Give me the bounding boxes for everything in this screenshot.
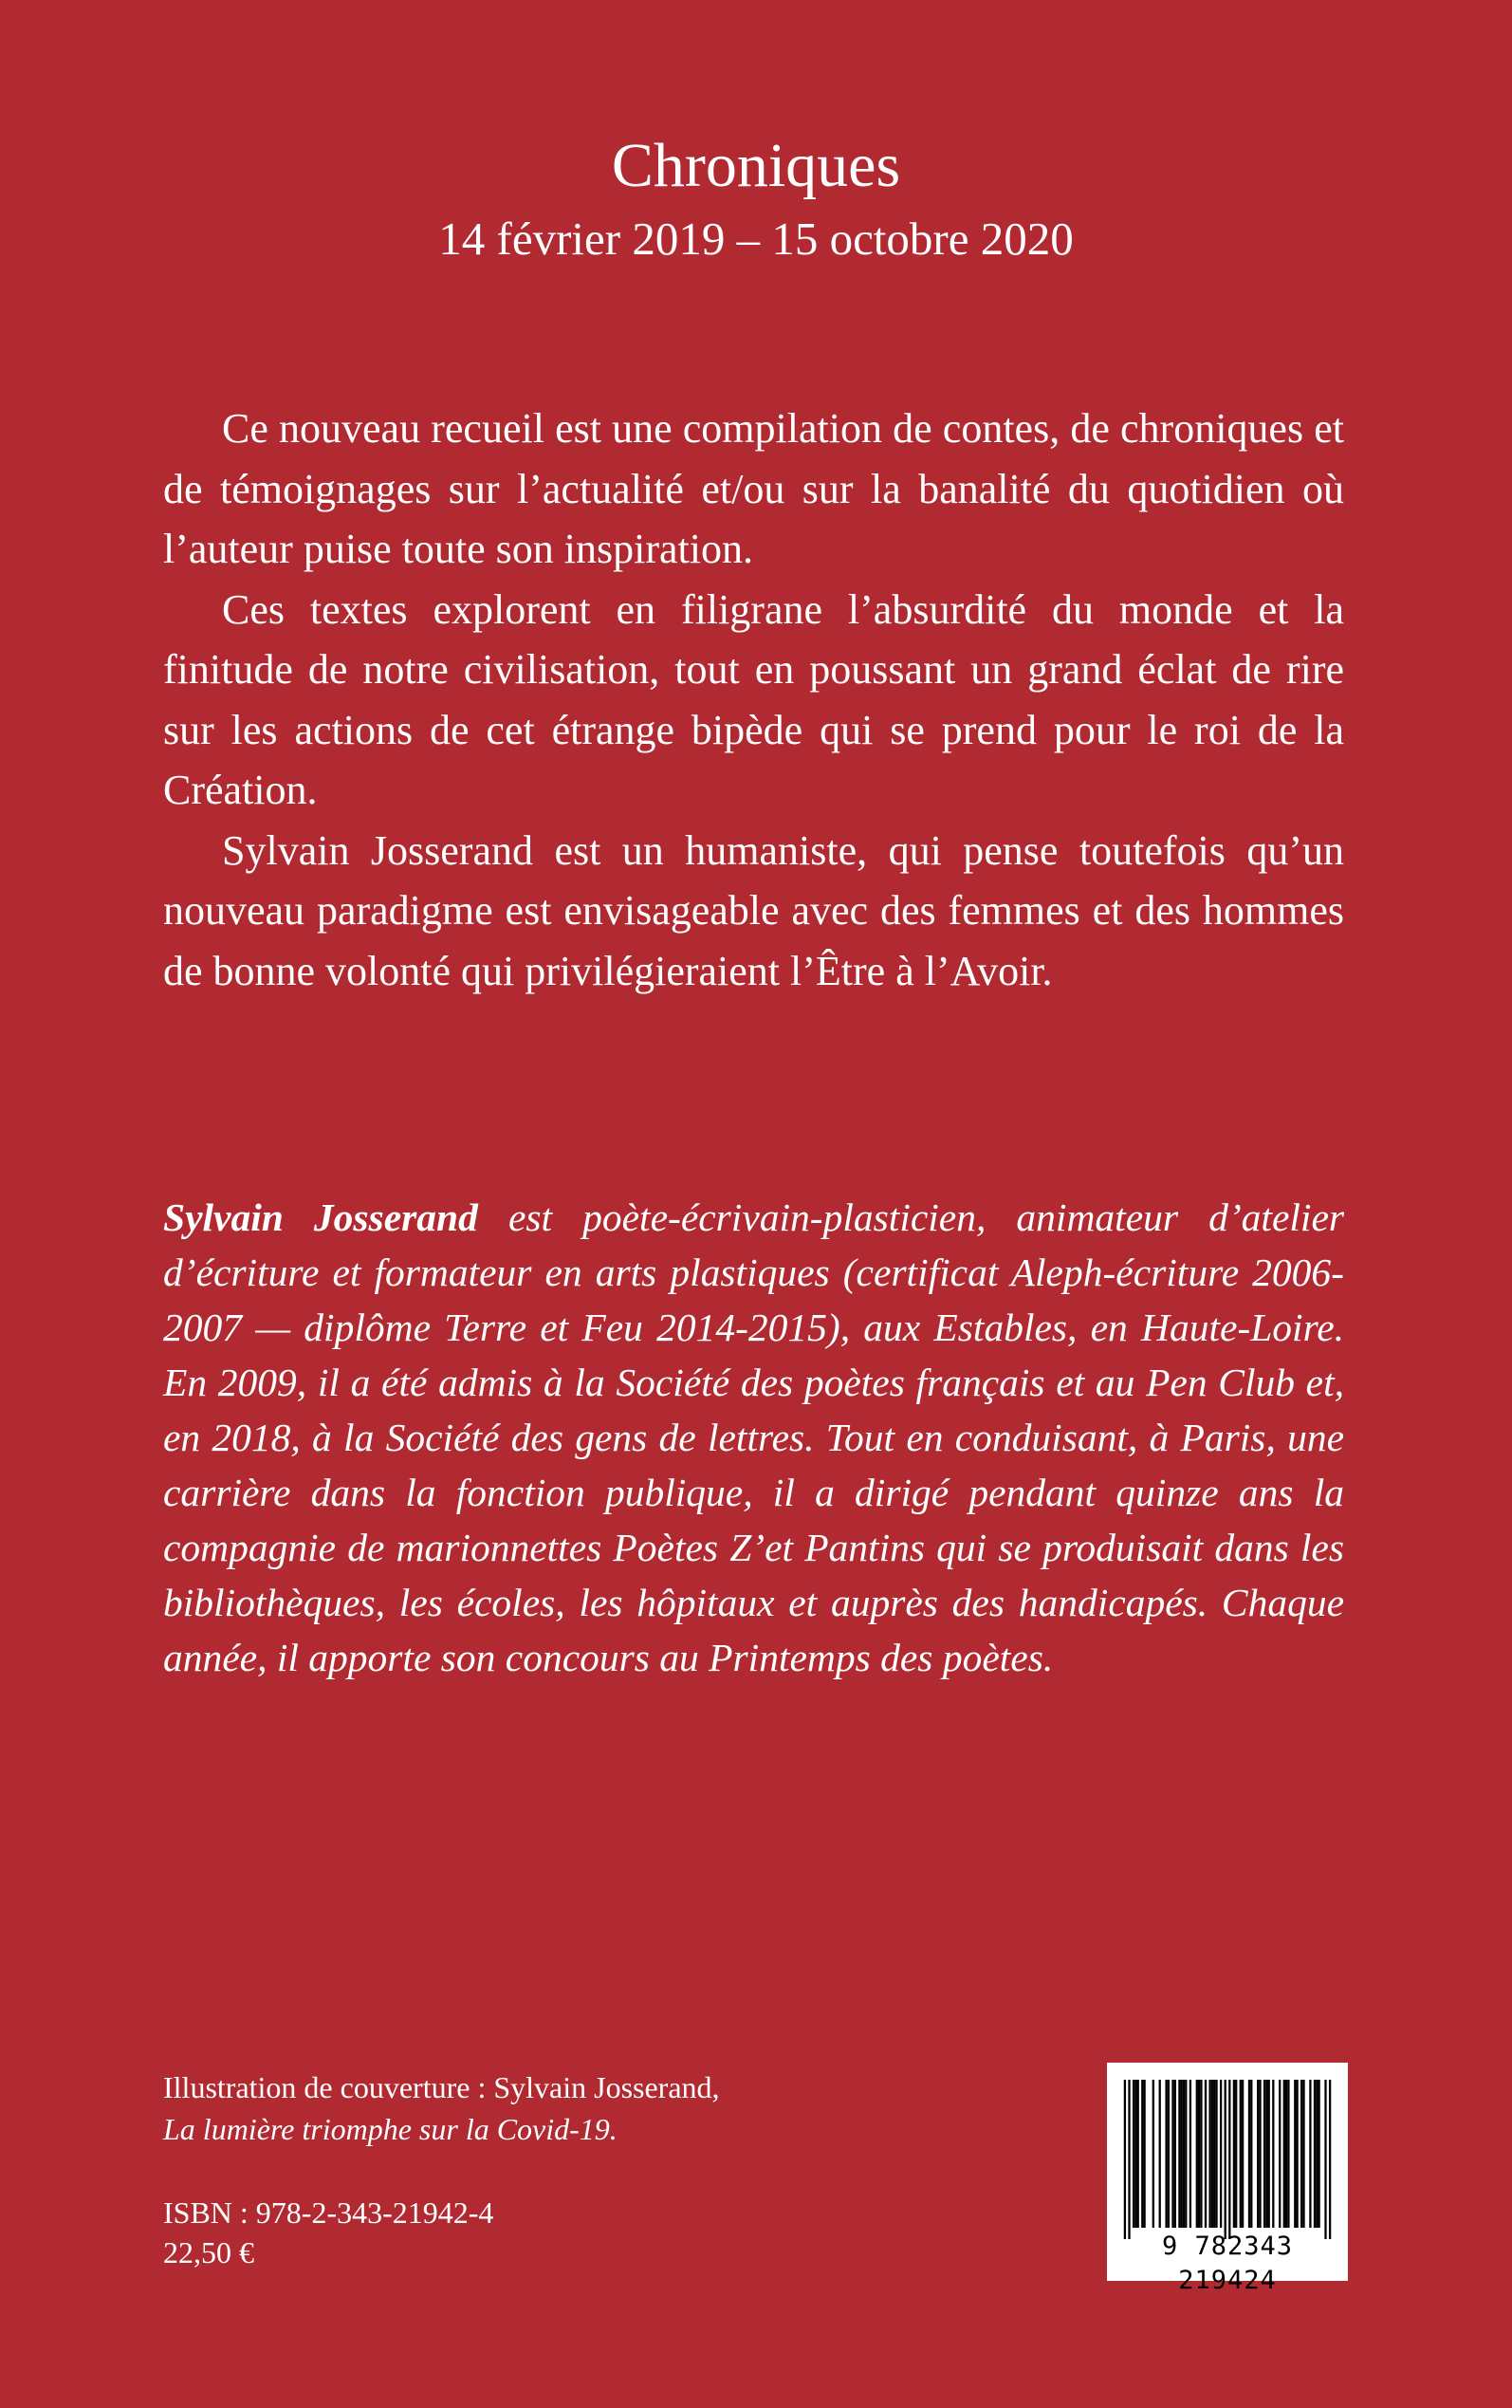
barcode-bar [1287, 2080, 1289, 2228]
barcode-bar [1272, 2080, 1274, 2228]
barcode-bar [1248, 2080, 1250, 2228]
cover-illustration-credit [163, 2066, 827, 2150]
book-title: Chroniques [611, 131, 901, 200]
barcode-bar [1198, 2080, 1200, 2228]
barcode-bar [1318, 2080, 1319, 2228]
barcode-number: 9 782343 219424 [1161, 2232, 1294, 2295]
barcode-bar [1183, 2080, 1185, 2228]
barcode-bar [1259, 2080, 1261, 2228]
barcode-bar [1215, 2080, 1217, 2228]
barcode-bar [1220, 2080, 1222, 2228]
summary-paragraph: Sylvain Josserand est un humaniste, qui pense toutefois qu’un nouveau paradigme est envisageable avec des femmes et des hommes de bonne volonté qui privilégieraient l’Être à l’Avoir. [163, 826, 1344, 994]
barcode-bar [1213, 2080, 1215, 2228]
barcode-bar [1200, 2080, 1202, 2228]
barcode-bar [1296, 2080, 1298, 2228]
barcode-bar [1211, 2080, 1213, 2228]
barcode-bar [1208, 2080, 1210, 2228]
barcode-bar [1294, 2080, 1296, 2228]
barcode-bar [1228, 2080, 1230, 2239]
barcode-bar [1225, 2080, 1226, 2239]
barcode-bar [1235, 2080, 1237, 2228]
barcode-bar [1174, 2080, 1176, 2228]
barcode-bar [1143, 2080, 1145, 2228]
barcode-bar [1168, 2080, 1170, 2228]
barcode-bar [1159, 2080, 1161, 2228]
barcode-bar [1242, 2080, 1244, 2228]
barcode-bar [1314, 2080, 1316, 2228]
barcode-bar [1250, 2080, 1252, 2228]
barcode-bar [1263, 2080, 1265, 2228]
barcode-bar [1124, 2080, 1126, 2239]
barcode-bar [1265, 2080, 1267, 2228]
barcode-bar [1165, 2080, 1167, 2228]
summary-text [163, 398, 1344, 1001]
summary-paragraph: Ces textes explorent en filigrane l’absurdité du monde et la finitude de notre civilisation, tout en poussant un grand éclat de rire sur les actions de cet étrange bipède qui se prend pour le roi de la Création. [163, 585, 1344, 813]
barcode-bar [1134, 2080, 1136, 2228]
author-name: Sylvain Josserand [163, 1195, 478, 1239]
barcode-bar [1171, 2080, 1173, 2228]
author-bio-text: est poète-écrivain-plasticien, animateur d’atelier d’écriture et formateur en arts plastiques (certificat Aleph-écriture 2006-2007 — diplôme Terre et Feu 2014-2015), aux Estables, en Haute-Loire. En 2009, il a été admis à la Société des poètes français et au Pen Club et, en 2018, à la Société des gens de lettres. Tout en conduisant, à Paris, une carrière dans la fonction publique, il a dirigé pendant quinze ans la compagnie de marionnettes Poètes Z’et Pantins qui se produisait dans les bibliothèques, les écoles, les hôpitaux et auprès des handicapés. Chaque année, il apporte son concours au Printemps des poètes. [163, 1195, 1345, 1679]
barcode-bar [1257, 2080, 1259, 2228]
barcode-bar [1178, 2080, 1180, 2228]
barcode-bar [1205, 2080, 1207, 2228]
barcode-bar [1300, 2080, 1302, 2228]
barcode-bar [1141, 2080, 1143, 2228]
barcode-bar [1128, 2080, 1130, 2239]
barcode-bar [1196, 2080, 1198, 2228]
barcode-bar [1152, 2080, 1154, 2228]
barcode-bar [1137, 2080, 1139, 2228]
barcode-bar [1185, 2080, 1187, 2228]
date-range: 14 février 2019 – 15 octobre 2020 [438, 213, 1074, 265]
barcode-bar [1268, 2080, 1270, 2228]
barcode-bar [1233, 2080, 1235, 2228]
barcode [1107, 2063, 1348, 2295]
barcode-bar [1283, 2080, 1285, 2228]
barcode-bar [1302, 2080, 1304, 2228]
barcode-bar [1324, 2080, 1326, 2239]
price: 22,50 € [163, 2235, 254, 2269]
barcode-bar [1240, 2080, 1242, 2228]
author-bio [163, 1190, 1344, 1685]
barcode-bar [1181, 2080, 1183, 2228]
barcode-bar [1189, 2080, 1191, 2228]
barcode-bar [1309, 2080, 1311, 2228]
barcode-bar [1316, 2080, 1318, 2228]
barcode-bar [1329, 2080, 1331, 2239]
summary-paragraph: Ce nouveau recueil est une compilation de contes, de chroniques et de témoignages sur l’actualité et/ou sur la banalité du quotidien où l’auteur puise toute son inspiration. [163, 405, 1344, 572]
barcode-bar [1279, 2080, 1281, 2228]
barcode-bar [1133, 2080, 1134, 2228]
isbn: ISBN : 978-2-343-21942-4 [163, 2195, 494, 2230]
artwork-title: La lumière triomphe sur la Covid-19. [163, 2112, 618, 2146]
barcode-bar [1285, 2080, 1287, 2228]
credit-line: Illustration de couverture : Sylvain Josserand, [163, 2070, 720, 2104]
